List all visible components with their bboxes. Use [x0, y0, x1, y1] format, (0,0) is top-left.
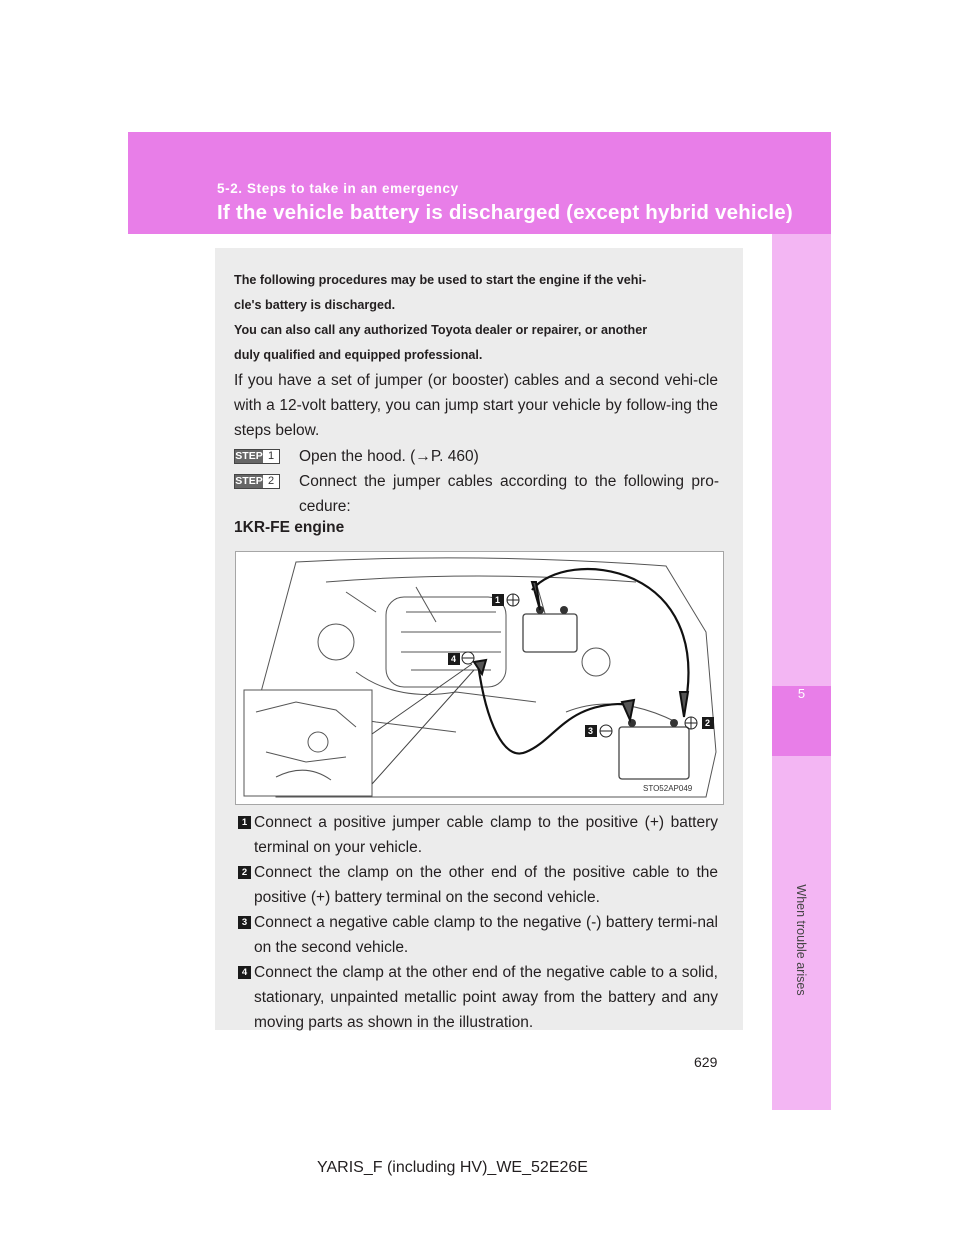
item-number: 3 [238, 916, 251, 929]
page-number: 629 [694, 1054, 718, 1070]
engine-heading: 1KR-FE engine [234, 519, 345, 536]
step-badge-number: 1 [267, 450, 275, 462]
document-footer: YARIS_F (including HV)_WE_52E26E [317, 1159, 588, 1176]
section-label: 5-2. Steps to take in an emergency [217, 181, 459, 196]
item-text: Connect the clamp at the other end of the negative cable to a solid, stationary, unpainted metallic point away from the battery and any moving parts as shown in the illustration. [254, 964, 718, 1031]
step-text: Connect the jumper cables according to the following pro-cedure: [299, 473, 719, 515]
engine-bay-drawing [236, 552, 723, 804]
body-paragraph: If you have a set of jumper (or booster) cables and a second vehi-cle with a 12-volt battery, you can jump start your vehicle by follow-ing the steps below. [234, 372, 718, 439]
item-text: Connect a positive jumper cable clamp to the positive (+) battery terminal on your vehicle. [254, 814, 718, 856]
intro-line: duly qualified and equipped professional. [234, 348, 483, 362]
figure-callout-2: 2 [705, 718, 711, 728]
page-title: If the vehicle battery is discharged (except hybrid vehicle) [217, 201, 793, 224]
intro-text [234, 268, 722, 368]
item-number: 4 [238, 966, 251, 979]
intro-line: The following procedures may be used to start the engine if the vehi- [234, 273, 647, 287]
intro-line: You can also call any authorized Toyota dealer or repairer, or another [234, 323, 648, 337]
item-number: 1 [238, 816, 251, 829]
figure-code: STO52AP049 [643, 784, 693, 793]
chapter-label: When trouble arises [794, 884, 808, 996]
item-text: Connect the clamp on the other end of the positive cable to the positive (+) battery terminal on the second vehicle. [254, 864, 718, 906]
intro-line: cle's battery is discharged. [234, 298, 396, 312]
step-badge-label: STEP [235, 475, 263, 487]
jump-start-illustration [235, 551, 724, 805]
item-number: 2 [238, 866, 251, 879]
step-badge [234, 449, 280, 464]
step-text: Open the hood. (→P. 460) [299, 448, 479, 465]
item-text: Connect a negative cable clamp to the negative (-) battery termi-nal on the second vehicle. [254, 914, 718, 956]
figure-callout-1: 1 [495, 595, 501, 605]
step-badge-number: 2 [267, 475, 275, 487]
figure-callout-3: 3 [588, 726, 594, 736]
step-badge [234, 474, 280, 489]
figure-callout-4: 4 [451, 654, 457, 664]
chapter-number: 5 [797, 686, 806, 701]
step-badge-label: STEP [235, 450, 263, 462]
